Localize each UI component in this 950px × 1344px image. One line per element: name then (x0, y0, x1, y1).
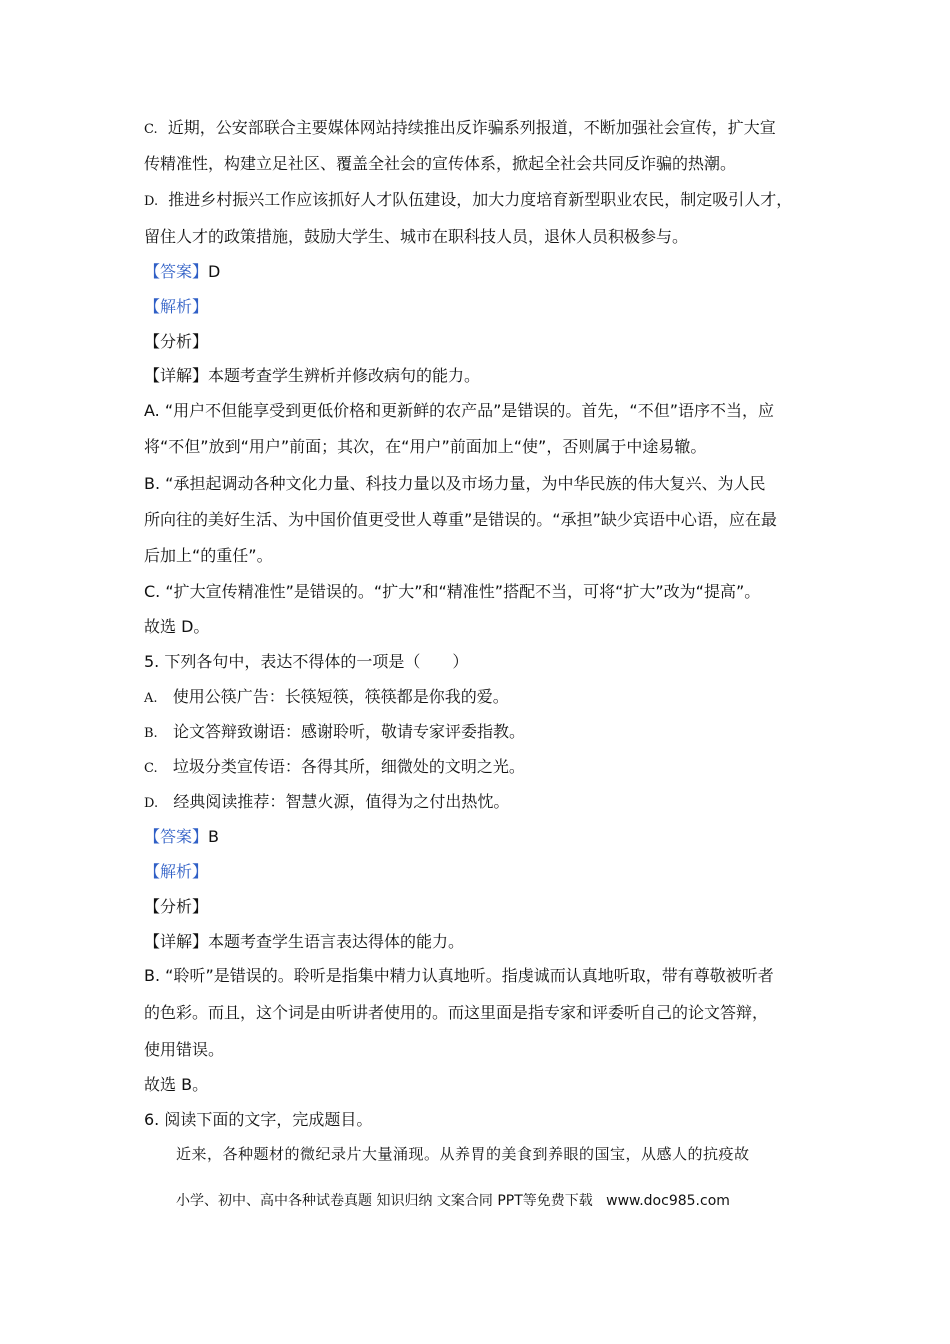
q4-analysis-a-line-1: A. “用户不但能享受到更低价格和更新鲜的农产品”是错误的。首先，“不但”语序不当，应 (144, 401, 774, 420)
q5-fenxi-heading: 【分析】 (144, 897, 209, 916)
q5-option-b (144, 722, 525, 744)
q5-conclusion: 故选 B。 (144, 1075, 209, 1094)
q4-conclusion: 故选 D。 (144, 617, 210, 636)
q5-analysis-b-line-2: 的色彩。而且，这个词是由听讲者使用的。而这里面是指专家和评委听自己的论文答辩， (144, 1003, 769, 1022)
q4-analysis-b-line-1: B. “承担起调动各种文化力量、科技力量以及市场力量，为中华民族的伟大复兴、为人民 (144, 474, 766, 493)
q5-detail: 【详解】本题考查学生语言表达得体的能力。 (144, 932, 465, 951)
option-text: 使用公筷广告：长筷短筷，筷筷都是你我的爱。 (172, 687, 509, 706)
q4-analysis-c-line-1: C. “扩大宣传精准性”是错误的。“扩大”和“精准性”搭配不当，可将“扩大”改为“提高”。 (144, 582, 761, 601)
answer-value: D (208, 262, 221, 281)
q4-option-d-line-1 (144, 190, 792, 212)
q4-fenxi-heading: 【分析】 (144, 332, 209, 351)
q4-option-d-line-2: 留住人才的政策措施，鼓励大学生、城市在职科技人员，退休人员积极参与。 (144, 227, 689, 246)
q4-analysis-b-line-3: 后加上“的重任”。 (144, 546, 273, 565)
q4-detail: 【详解】本题考查学生辨析并修改病句的能力。 (144, 366, 481, 385)
q5-analysis-b-line-3: 使用错误。 (144, 1040, 225, 1059)
q4-option-c-line-1 (144, 118, 776, 140)
option-text: 论文答辩致谢语：感谢聆听，敬请专家评委指教。 (172, 722, 525, 741)
option-text: 经典阅读推荐：智慧火源，值得为之付出热忱。 (173, 792, 510, 811)
q4-option-c-line-2: 传精准性，构建立足社区、覆盖全社会的宣传体系，掀起全社会共同反诈骗的热潮。 (144, 154, 737, 173)
option-label: D. (144, 796, 159, 811)
q4-analysis-a-line-2: 将“不但”放到“用户”前面；其次，在“用户”前面加上“使”，否则属于中途易辙。 (144, 437, 707, 456)
q5-answer (144, 827, 219, 847)
option-text: 近期，公安部联合主要媒体网站持续推出反诈骗系列报道，不断加强社会宣传，扩大宣 (167, 118, 776, 137)
option-text: 推进乡村振兴工作应该抓好人才队伍建设，加大力度培育新型职业农民，制定吸引人才， (168, 190, 793, 209)
q4-answer (144, 262, 220, 282)
q5-option-c (144, 757, 525, 779)
option-label: C. (144, 122, 158, 137)
footer-text: 小学、初中、高中各种试卷真题 知识归纳 文案合同 PPT等免费下载 (176, 1193, 593, 1209)
option-text: 垃圾分类宣传语：各得其所，细微处的文明之光。 (172, 757, 525, 776)
option-label: B. (144, 726, 158, 741)
page-footer (176, 1190, 730, 1210)
q6-stem: 6. 阅读下面的文字，完成题目。 (144, 1110, 373, 1129)
option-label: A. (144, 691, 158, 706)
q6-passage-line-1: 近来，各种题材的微纪录片大量涌现。从养胃的美食到养眼的国宝，从感人的抗疫故 (176, 1145, 750, 1163)
footer-site: www.doc985.com (606, 1193, 730, 1209)
answer-value: B (208, 827, 219, 846)
q5-jiexi-heading: 【解析】 (144, 862, 209, 881)
q5-stem: 5. 下列各句中，表达不得体的一项是（ ） (144, 652, 469, 671)
q5-option-a (144, 687, 509, 709)
q5-option-d (144, 792, 509, 814)
answer-tag: 【答案】 (144, 262, 209, 281)
option-label: D. (144, 194, 159, 209)
answer-tag: 【答案】 (144, 827, 209, 846)
option-label: C. (144, 761, 158, 776)
q5-analysis-b-line-1: B. “聆听”是错误的。聆听是指集中精力认真地听。指虔诚而认真地听取，带有尊敬被听者 (144, 966, 774, 985)
q4-jiexi-heading: 【解析】 (144, 297, 209, 316)
q4-analysis-b-line-2: 所向往的美好生活、为中国价值更受世人尊重”是错误的。“承担”缺少宾语中心语，应在最 (144, 510, 777, 529)
